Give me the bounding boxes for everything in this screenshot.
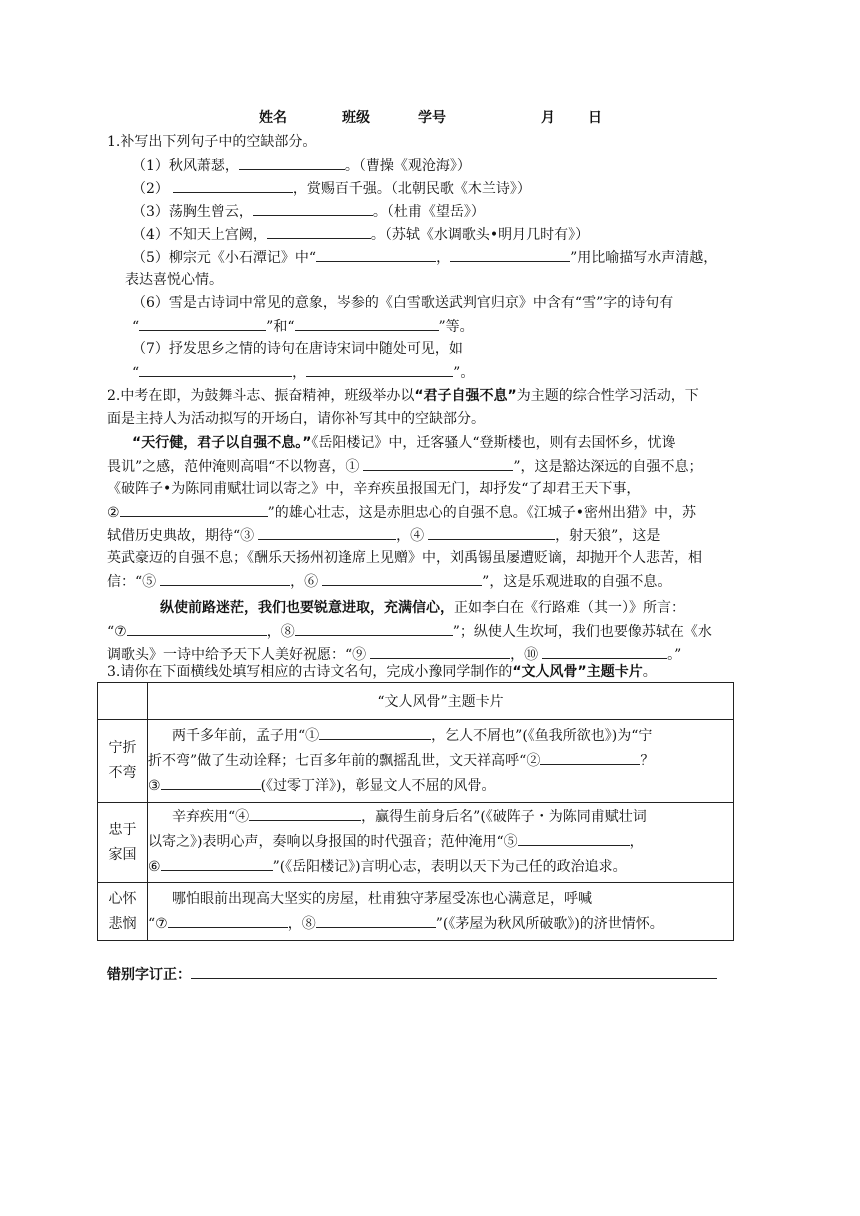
blank[interactable]	[450, 247, 570, 262]
blank[interactable]	[239, 155, 345, 170]
card-category: 宁折 不弯	[98, 720, 148, 803]
q1-item-4: （4）不知天上宫阙， 。（苏轼《水调歌头•明月几时有》）	[132, 224, 589, 245]
q2-para1-line7: 信：“⑤ ，⑥ ”，这是乐观进取的自强不息。	[107, 571, 671, 592]
card-content: 哪怕眼前出现高大坚实的房屋，杜甫独守茅屋受冻也心满意足，呼喊 “⑦ ，⑧ ”(《茅屋为秋风所破歌》)的济世情怀。	[148, 883, 734, 941]
correction-label: 错别字订正：	[107, 967, 191, 983]
blank[interactable]	[316, 247, 436, 262]
blank[interactable]	[173, 178, 293, 193]
q1-item-5: （5）柳宗元《小石潭记》中“ ， ”用比喻描写水声清越，	[132, 247, 717, 268]
blank[interactable]	[267, 224, 371, 239]
blank[interactable]	[253, 201, 373, 216]
blank[interactable]	[161, 856, 273, 871]
blank[interactable]	[540, 750, 640, 765]
blank[interactable]	[258, 525, 396, 540]
q1-item-2: （2） ，赏赐百千强。（北朝民歌《木兰诗》）	[132, 178, 531, 199]
blank[interactable]	[295, 316, 439, 331]
q2-para2-line3: 调歌头》一诗中给予天下人美好祝愿：“⑨ ，⑩ 。”	[107, 644, 681, 665]
q2-para1-line3: 《破阵子•为陈同甫赋壮词以寄之》中，辛弃疾虽报国无门，却抒发“了却君王天下事，	[107, 481, 641, 497]
blank[interactable]	[139, 316, 266, 331]
q2-para2-line2: “⑦ ，⑧ ”；纵使人生坎坷，我们也要像苏轼在《水	[107, 621, 712, 642]
blank[interactable]	[542, 644, 667, 659]
q2-para1-line1: “天行健，君子以自强不息。”《岳阳楼记》中，迁客骚人“登斯楼也，则有去国怀乡，忧谗	[132, 435, 676, 451]
theme-card	[97, 682, 734, 941]
q1-item-6-cont: “ ”和“ ”等。	[132, 316, 474, 337]
blank[interactable]	[322, 571, 482, 586]
card-content: 两千多年前，孟子用“① ，乞人不屑也”(《鱼我所欲也》)为“宁 折不弯”做了生动诠释；七百多年前的飘摇乱世，文天祥高呼“② ？ ③ (《过零丁洋》)，彰显文人不屈的风骨。	[148, 720, 734, 803]
name-label: 姓名	[259, 110, 287, 126]
card-category: 心怀 悲悯	[98, 883, 148, 941]
id-label: 学号	[418, 110, 446, 126]
q2-para1-line4: ② ”的雄心壮志，这是赤胆忠心的自强不息。《江城子•密州出猎》中，苏	[107, 502, 696, 523]
blank[interactable]	[363, 456, 513, 471]
blank[interactable]	[428, 525, 555, 540]
q1-title: 1.补写出下列句子中的空缺部分。	[107, 134, 317, 150]
blank[interactable]	[319, 725, 431, 740]
q2-title-cont: 面是主持人为活动拟写的开场白，请你补写其中的空缺部分。	[107, 411, 485, 427]
q3-title: 3.请你在下面横线处填写相应的古诗文名句，完成小豫同学制作的“文人风骨”主题卡片。	[107, 664, 657, 680]
correction-row	[107, 964, 717, 985]
blank[interactable]	[518, 831, 630, 846]
card-content: 辛弃疾用“④ ，赢得生前身后名”(《破阵子・为陈同甫赋壮词 以寄之》)表明心声，奏响以身报国的时代强音；范仲淹用“⑤ ， ⑥ ”(《岳阳楼记》)言明心志，表明以天下为己任的政治追求。	[148, 803, 734, 883]
card-corner	[98, 683, 148, 720]
card-category: 忠于 家国	[98, 803, 148, 883]
q1-item-6: （6）雪是古诗词中常见的意象，岑参的《白雪歌送武判官归京》中含有“雪”字的诗句有	[132, 295, 674, 311]
q2-para1-line2: 畏讥”之感，范仲淹则高唱“不以物喜，① ”，这是豁达深远的自强不息；	[107, 456, 703, 477]
card-title: “文人风骨”主题卡片	[148, 683, 734, 720]
correction-input[interactable]	[191, 964, 717, 979]
q2-para1-line5: 轼借历史典故，期待“③ ，④ ，射天狼”，这是	[107, 525, 660, 546]
blank[interactable]	[120, 502, 268, 517]
q1-item-7: （7）抒发思乡之情的诗句在唐诗宋词中随处可见，如	[132, 341, 463, 357]
blank[interactable]	[160, 571, 290, 586]
blank[interactable]	[316, 913, 436, 928]
blank[interactable]	[249, 806, 361, 821]
q1-item-7-cont: “ ， ”。	[132, 362, 474, 383]
blank[interactable]	[127, 621, 267, 636]
q1-item-1: （1）秋风萧瑟， 。（曹操《观沧海》）	[132, 155, 471, 176]
q2-para1-line6: 英武豪迈的自强不息；《酬乐天扬州初逢席上见赠》中，刘禹锡虽屡遭贬谪，却抛开个人悲苦，相	[107, 550, 702, 566]
blank[interactable]	[161, 775, 261, 790]
blank[interactable]	[139, 362, 292, 377]
q2-title: 2.中考在即，为鼓舞斗志、振奋精神，班级举办以“君子自强不息”为主题的综合性学习活动，下	[107, 388, 699, 404]
q2-para2-line1: 纵使前路迷茫，我们也要锐意进取，充满信心，正如李白在《行路难（其一）》所言：	[160, 600, 685, 616]
day-label: 日	[588, 110, 602, 126]
blank[interactable]	[168, 913, 288, 928]
blank[interactable]	[306, 362, 453, 377]
q1-item-5-cont: 表达喜悦心情。	[125, 272, 223, 288]
class-label: 班级	[342, 110, 370, 126]
blank[interactable]	[370, 644, 510, 659]
blank[interactable]	[295, 621, 453, 636]
q1-item-3: （3）荡胸生曾云， 。（杜甫《望岳》）	[132, 201, 485, 222]
month-label: 月	[541, 110, 555, 126]
